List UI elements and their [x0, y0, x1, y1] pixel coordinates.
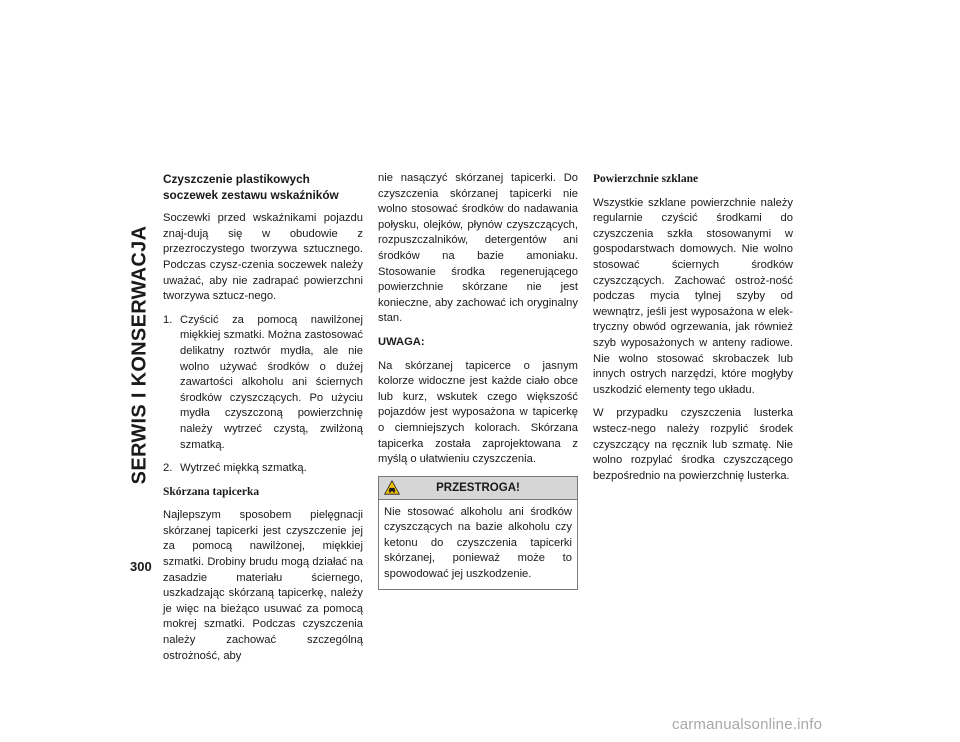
glass-paragraph-2: W przypadku czyszczenia lusterka wstecz-nego należy rozpylić środek czyszczący na ręcznik lub szmatę. Nie wolno rozpylać środka czyszczącego bezpośrednio na powierzchnię lusterka.: [593, 407, 793, 482]
section-side-tab-label: SERWIS I KONSERWACJA: [128, 225, 151, 485]
column-3: [593, 172, 793, 492]
plastic-lenses-intro: Soczewki przed wskaźnikami pojazdu znaj-dują się w obudowie z przezroczystego tworzywa sztucznego. Podczas czysz-czenia soczewek należy uważać, aby nie zadrapać powierzchni tworzywa sztucz-nego.: [163, 212, 363, 303]
list-item-text: Czyścić za pomocą nawilżonej miękkiej szmatki. Można zastosować delikatny roztwór mydła, ale nie wolno używać środków o dużej zawartości alkoholu ani ściernych środków czyszczących. Po użyciu mydła czyszczoną powierzchnię należy wytrzeć czystą, zwilżoną szmatką.: [180, 313, 363, 451]
list-item-number: 2.: [163, 462, 173, 475]
warning-header: [379, 477, 577, 500]
page-number: 300: [130, 559, 152, 574]
note-label: UWAGA:: [378, 335, 425, 348]
column-1: [163, 172, 363, 672]
note-text: Na skórzanej tapicerce o jasnym kolorze widoczne jest każde ciało obce lub kurz, wskutek czego większość pojazdów jest wyposażona w tapicerkę o ciemniejszych kolorach. Skórzana tapicerka została zaprojektowana z myślą o ułatwieniu czyszczenia.: [378, 359, 578, 466]
warning-car-icon: [384, 480, 400, 495]
watermark: carmanualsonline.info: [672, 716, 823, 733]
warning-text: Nie stosować alkoholu ani środków czyszczących na bazie alkoholu czy ketonu do czyszczenia tapicerki skórzanej, ponieważ może to spowodować jej uszkodzenie.: [384, 505, 572, 581]
section-side-tab: [126, 160, 154, 550]
list-item-number: 1.: [163, 313, 173, 326]
cleaning-steps-list: [163, 313, 363, 477]
list-item: [163, 313, 363, 453]
section-heading-leather: Skórzana tapicerka: [163, 485, 260, 498]
warning-box: [378, 476, 578, 590]
section-heading-glass: Powierzchnie szklane: [593, 173, 699, 185]
column-2: [378, 171, 578, 590]
list-item: [163, 461, 363, 477]
glass-paragraph-1: Wszystkie szklane powierzchnie należy regularnie czyścić środkami do czyszczenia szkła stosowanymi w gospodarstwach domowych. Nie wolno stosować ściernych środków czyszczących. Zachować ostroż-ność podczas mycia tylnej szyby od wewnątrz, jeśli jest wyposażona w elek-tryczny obwód ogrzewania, jak również szyb wyposażonych w anteny radiowe. Nie wolno stosować skrobaczek lub innych ostrych narzędzi, które mogłyby uszkodzić elementy tego układu.: [593, 196, 793, 396]
warning-title: PRZESTROGA!: [436, 481, 520, 494]
section-heading-plastic-lenses: Czyszczenie plastikowych soczewek zestawu wskaźników: [163, 172, 339, 202]
leather-paragraph: Najlepszym sposobem pielęgnacji skórzanej tapicerki jest czyszczenie jej za pomocą nawilżonej, miękkiej szmatki. Drobiny brudu mogą działać na zasadzie materiału ściernego, uszkadzając skórzaną tapicerkę, należy je więc na bieżąco usuwać za pomocą mokrej szmatki. Podczas czyszczenia należy zachować szczególną ostrożność, aby: [163, 509, 363, 662]
list-item-text: Wytrzeć miękką szmatką.: [180, 462, 307, 475]
leather-paragraph-continued: nie nasączyć skórzanej tapicerki. Do czyszczenia skórzanej tapicerki nie wolno stosować środków do nadawania połysku, olejków, płynów czyszczących, rozpuszczalników, detergentów ani środków na bazie amoniaku. Stosowanie środka regenerującego powierzchnie skórzane nie jest konieczne, aby zachować ich oryginalny stan.: [378, 172, 578, 325]
